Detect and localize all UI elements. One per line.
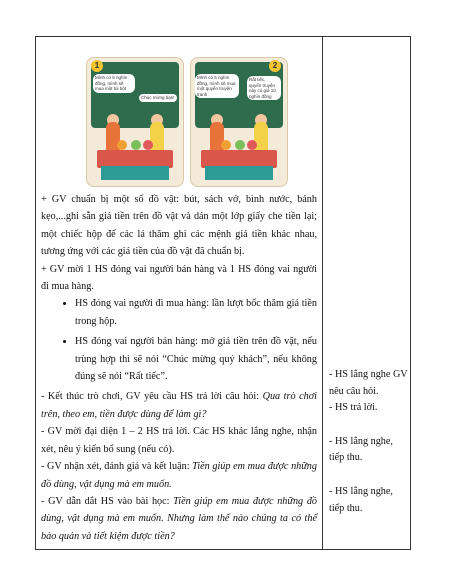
speech-bubble-seller: Rất tiếc, quyển truyện này có giá 10 nghìn đồng (247, 76, 281, 100)
classroom-illustration (86, 51, 286, 191)
intro-paragraph (41, 493, 317, 545)
teacher-activity-column (41, 51, 317, 545)
preparation-paragraph: + GV chuẩn bị một số đồ vật: bút, sách vở, bình nước, bánh kẹo,...ghi sẵn giá tiền trên đồ vật và dán một lớp giấy che tiền lại; một chiếc hộp để các lá thăm ghi các mệnh giá tiền khác nhau, tương ứng với các giá tiền của đồ vật đã chuẩn bị. (41, 194, 317, 258)
student-response: - HS lắng nghe GV nêu câu hỏi. (329, 369, 408, 397)
panel-number: 2 (269, 60, 281, 72)
intro-lead: - GV dẫn dắt HS vào bài học: (41, 495, 174, 507)
lesson-table (35, 36, 411, 550)
illustration-panel-1 (86, 57, 184, 187)
list-item: • HS đóng vai người đi mua hàng: lần lượt bốc thăm giá tiền trong hộp. (75, 295, 317, 330)
speech-bubble-seller: Chúc mừng bạn! (139, 94, 177, 102)
panel-number: 1 (91, 60, 103, 72)
speech-bubble-buyer: Mình có 5 nghìn đồng, mình sẽ mua một túi bột (93, 74, 135, 93)
answer-paragraph: - GV mời đại diện 1 – 2 HS trả lời. Các HS khác lắng nghe, nhận xét, nêu ý kiến bổ sung (nếu có). (41, 426, 317, 455)
shop-table-base (205, 166, 273, 180)
student-response: - HS lắng nghe, tiếp thu. (329, 485, 393, 514)
question-lead: - Kết thúc trò chơi, GV yêu cầu HS trả lời câu hỏi: (41, 391, 263, 403)
intro-text: Tiền giúp em mua được những đồ dùng, vật dụng mà em muốn. Nhưng làm thế nào chúng ta có thể bảo quản và tiết kiệm được tiền? (41, 495, 318, 542)
goods-item (235, 140, 245, 150)
question-paragraph (41, 388, 317, 423)
roleplay-paragraph: + GV mời 1 HS đóng vai người bán hàng và 1 HS đóng vai người đi mua hàng. (41, 263, 317, 293)
roleplay-list (41, 295, 317, 385)
column-divider (322, 37, 323, 549)
goods-item (221, 140, 231, 150)
goods-item (117, 140, 127, 150)
list-item: • HS đóng vai người bán hàng: mở giá tiền trên đồ vật, nếu trùng hợp thì sẽ nói “Chúc mừng quý khách”, nếu không đúng sẽ nói “Rất tiếc”. (75, 333, 317, 385)
conclusion-lead: - GV nhận xét, đánh giá và kết luận: (41, 461, 193, 473)
student-response: - HS lắng nghe, tiếp thu. (329, 435, 393, 464)
goods-item (131, 140, 141, 150)
conclusion-text: Tiền giúp em mua được những đồ dùng, vật dụng mà em muốn. (41, 461, 317, 490)
student-response: - HS trả lời. (329, 402, 378, 414)
illustration-panel-2 (190, 57, 288, 187)
question-text: Qua trò chơi trên, theo em, tiền được dùng để làm gì? (41, 391, 317, 420)
goods-item (143, 140, 153, 150)
speech-bubble-buyer: Mình có 5 nghìn đồng, mình sẽ mua một quyển truyện tranh (195, 74, 239, 98)
student-activity-column (329, 367, 409, 517)
shop-table-base (101, 166, 169, 180)
conclusion-paragraph (41, 458, 317, 493)
goods-item (247, 140, 257, 150)
